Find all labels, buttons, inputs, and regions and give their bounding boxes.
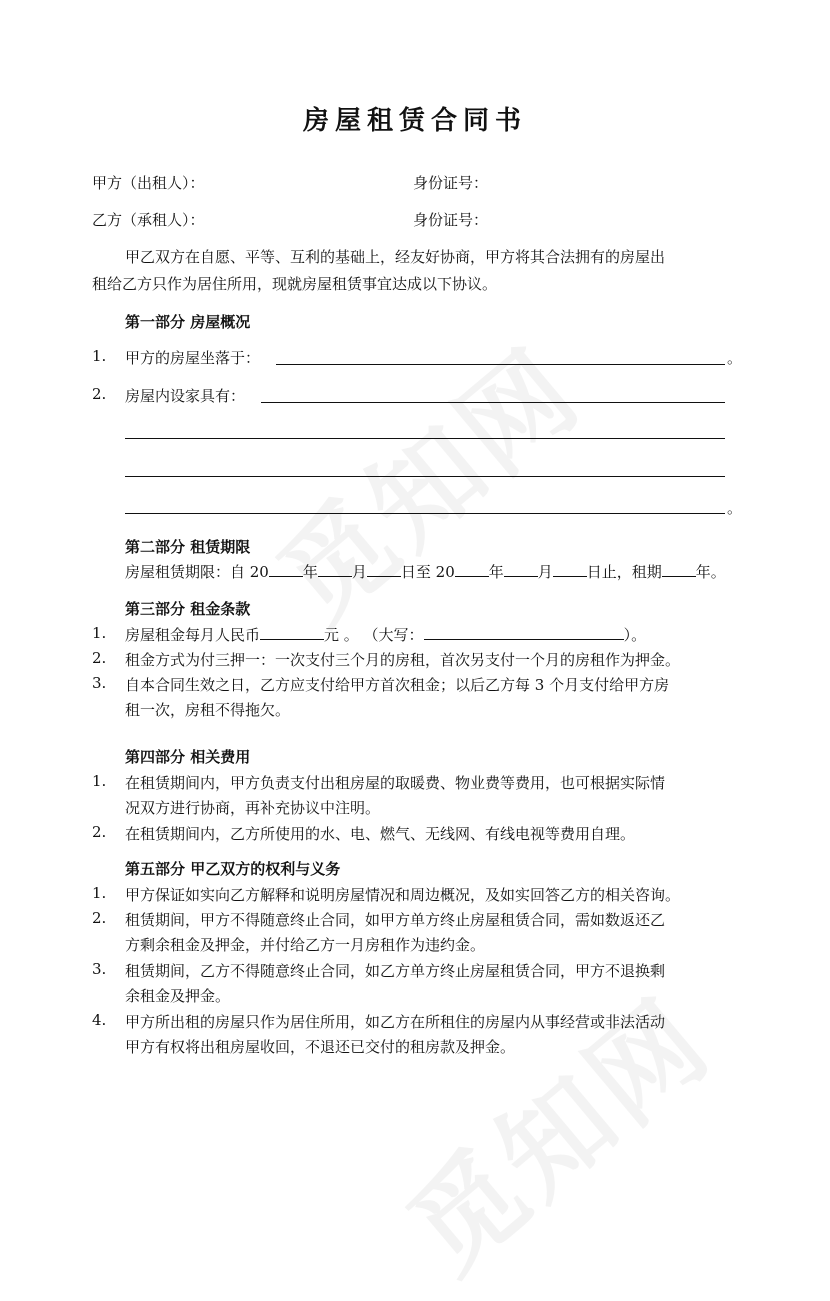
part5-item2-line2: 方剩余租金及押金，并付给乙方一月房租作为违约金。 — [125, 936, 486, 954]
part4-item1-line2: 况双方进行协商，再补充协议中注明。 — [125, 799, 381, 817]
rent-amount-suffix: ）。 — [623, 626, 647, 644]
end-day-blank — [553, 562, 587, 577]
term-prefix: 日止，租期 — [586, 563, 662, 581]
month-label-2: 月 — [537, 563, 553, 581]
part5-item1-num: 1. — [92, 884, 107, 902]
rent-amount-blank — [260, 625, 324, 640]
part5-item1-line1: 甲方保证如实向乙方解释和说明房屋情况和周边概况，及如实回答乙方的相关咨询。 — [125, 886, 681, 904]
part1-item2-text: 房屋内设家具有： — [125, 387, 246, 405]
party-a-id-label: 身份证号： — [413, 174, 489, 192]
intro-line-2: 租给乙方只作为居住所用，现就房屋租赁事宜达成以下协议。 — [92, 275, 498, 293]
furniture-blank-2 — [125, 438, 725, 439]
furniture-blank-1 — [261, 402, 725, 403]
lease-from-prefix: 房屋租赁期限：自 20 — [125, 563, 269, 581]
rent-amount-prefix: 房屋租金每月人民币 — [125, 626, 261, 644]
party-a-label: 甲方（出租人）： — [92, 174, 205, 192]
part5-item3-num: 3. — [92, 960, 107, 978]
part5-item3-line1: 租赁期间，乙方不得随意终止合同，如乙方单方终止房屋租赁合同，甲方不退换剩 — [125, 962, 666, 980]
part5-heading: 第五部分 甲乙双方的权利与义务 — [125, 860, 341, 878]
part4-item1-num: 1. — [92, 772, 107, 790]
watermark-bottom — [370, 957, 738, 1301]
start-year-blank — [269, 562, 303, 577]
year-label-2: 年 — [488, 563, 504, 581]
part1-item1-num: 1. — [92, 347, 107, 365]
part5-item3-line2: 余租金及押金。 — [125, 987, 231, 1005]
part3-item1-num: 1. — [92, 624, 107, 642]
part4-item2-line1: 在租赁期间内，乙方所使用的水、电、燃气、无线网、有线电视等费用自理。 — [125, 825, 636, 843]
address-period: 。 — [727, 349, 743, 367]
end-month-blank — [504, 562, 538, 577]
rent-amount-mid: 元 。 （大写： — [324, 626, 424, 644]
party-b-id-label: 身份证号： — [413, 211, 489, 229]
part5-item4-line2: 甲方有权将出租房屋收回，不退还已交付的租房款及押金。 — [125, 1038, 516, 1056]
page-title: 房屋租赁合同书 — [302, 106, 527, 136]
party-b-label: 乙方（承租人）： — [92, 211, 205, 229]
part3-item3-line1: 自本合同生效之日，乙方应支付给甲方首次租金；以后乙方每 3 个月支付给甲方房 — [125, 676, 670, 694]
part3-item2-num: 2. — [92, 649, 107, 667]
address-blank — [276, 364, 725, 365]
rent-capital-blank — [424, 625, 624, 640]
part5-item4-num: 4. — [92, 1011, 107, 1029]
lease-to-prefix: 日至 20 — [400, 563, 455, 581]
part1-item1-text: 甲方的房屋坐落于： — [125, 349, 261, 367]
part5-item2-num: 2. — [92, 909, 107, 927]
end-year-blank — [455, 562, 489, 577]
part3-item2-text: 租金方式为付三押一：一次支付三个月的房租，首次另支付一个月的房租作为押金。 — [125, 651, 681, 669]
intro-line-1: 甲乙双方在自愿、平等、互利的基础上，经友好协商，甲方将其合法拥有的房屋出 — [125, 248, 666, 266]
part4-heading: 第四部分 相关费用 — [125, 748, 251, 766]
term-years-blank — [662, 562, 696, 577]
term-suffix: 年。 — [695, 563, 726, 581]
part5-item4-line1: 甲方所出租的房屋只作为居住所用，如乙方在所租住的房屋内从事经营或非法活动 — [125, 1013, 666, 1031]
part3-item3-num: 3. — [92, 674, 107, 692]
month-label: 月 — [351, 563, 367, 581]
furniture-period: 。 — [727, 499, 743, 517]
part3-heading: 第三部分 租金条款 — [125, 600, 251, 618]
part4-item1-line1: 在租赁期间内，甲方负责支付出租房屋的取暖费、物业费等费用，也可根据实际情 — [125, 774, 666, 792]
furniture-blank-4 — [125, 513, 725, 514]
year-label: 年 — [302, 563, 318, 581]
part4-item2-num: 2. — [92, 823, 107, 841]
part3-item3-line2: 租一次，房租不得拖欠。 — [125, 701, 291, 719]
part1-item2-num: 2. — [92, 385, 107, 403]
part2-heading: 第二部分 租赁期限 — [125, 538, 251, 556]
start-day-blank — [367, 562, 401, 577]
furniture-blank-3 — [125, 476, 725, 477]
watermark — [240, 307, 608, 652]
part1-heading: 第一部分 房屋概况 — [125, 313, 251, 331]
start-month-blank — [318, 562, 352, 577]
rent-amount-line — [125, 624, 646, 645]
part5-item2-line1: 租赁期间，甲方不得随意终止合同，如甲方单方终止房屋租赁合同，需如数返还乙 — [125, 911, 666, 929]
lease-term-line — [125, 561, 726, 582]
